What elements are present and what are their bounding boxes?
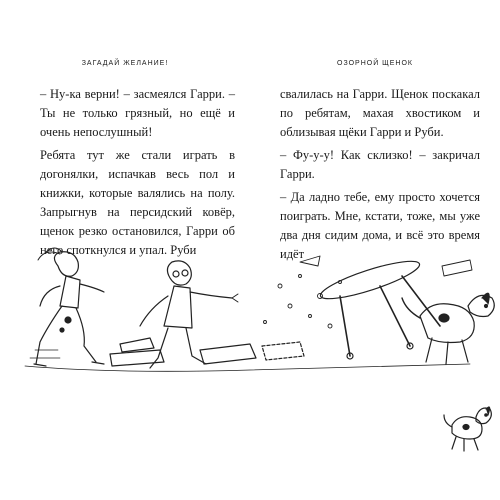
right-paragraph-2: – Фу-у-у! Как склизко! – закричал Гарри. xyxy=(280,148,480,181)
toppled-table xyxy=(317,254,440,359)
left-text-block xyxy=(40,85,235,260)
girl-figure xyxy=(34,248,104,366)
left-running-head: ЗАГАДАЙ ЖЕЛАНИЕ! xyxy=(81,60,169,67)
right-text-block xyxy=(280,85,480,264)
puppy-figure xyxy=(402,293,494,364)
left-paragraph-1: – Ну-ка верни! – засмеялся Гарри. – Ты не только грязный, но ещё и очень непослушный! xyxy=(40,87,235,139)
right-running-head: ОЗОРНОЙ ЩЕНОК xyxy=(337,60,413,67)
right-paragraph-3: – Да ладно тебе, ему просто хочется поиграть. Мне, кстати, тоже, мы уже два дня сидим дома, и всё это время идёт xyxy=(280,190,480,261)
chase-illustration xyxy=(0,246,500,396)
puppy-ornament-icon xyxy=(438,395,496,453)
boy-figure xyxy=(140,261,238,368)
left-paragraph-2: Ребята тут же стали играть в догонялки, испачкав весь пол и книжки, которые валялись на полу. Запрыгнув на персидский ковёр, щенок резко остановился, Гарри об него споткнулся и упал. Руби xyxy=(40,148,235,257)
right-paragraph-1: свалилась на Гарри. Щенок поскакал по ребятам, махая хвостиком и облизывая щёки Гарри и Руби. xyxy=(280,87,480,139)
books-pile xyxy=(110,338,304,366)
